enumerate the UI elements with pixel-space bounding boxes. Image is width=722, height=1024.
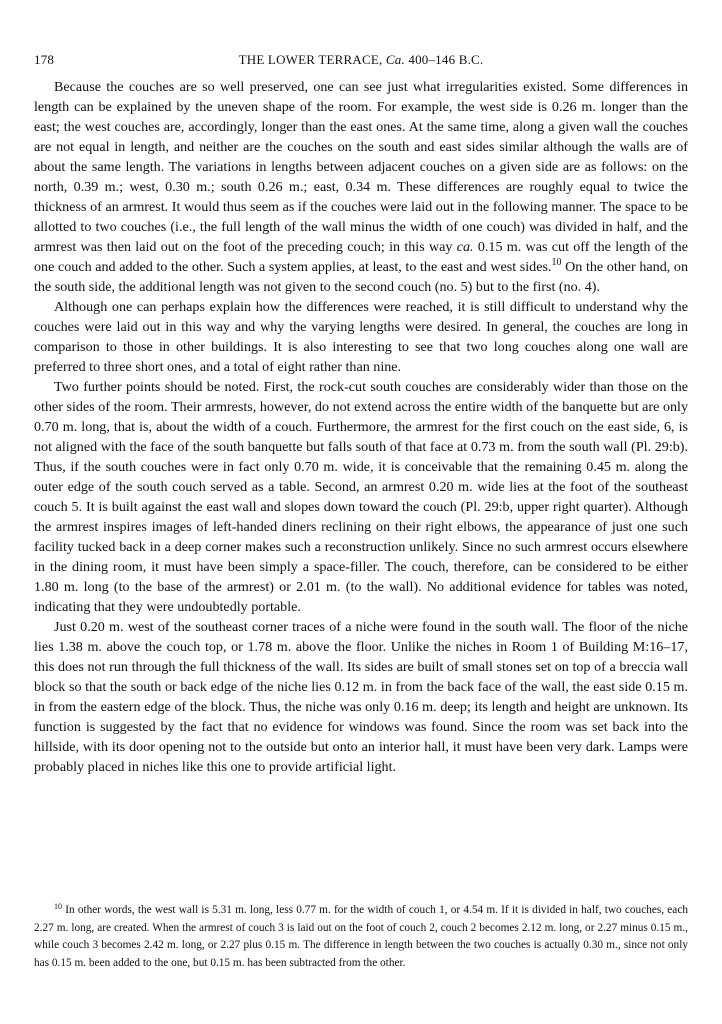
page-number: 178 — [34, 52, 55, 67]
paragraph: Just 0.20 m. west of the southeast corner traces of a niche were found in the south wall. The floor of the niche lies 1.38 m. above the couch top, or 1.78 m. above the floor. Unlike the niches in Room 1 of Building M:16–17, this does not run through the full thickness of the wall. Its sides are built of small stones set on top of a breccia wall block so that the south or back edge of the niche lies 0.12 m. in from the back face of the wall, the east side 0.15 m. in from the eastern edge of the block. Thus, the niche was only 0.16 m. deep; its length and height are unknown. Its function is suggested by the fact that no evidence for windows was found. Since the room was set back into the hillside, with its door opening not to the outside but onto an interior hall, it must have been very dark. Lamps were probably placed in niches like this one to provide artificial light. — [34, 619, 688, 775]
running-head — [34, 52, 688, 68]
footnote-text: In other words, the west wall is 5.31 m. long, less 0.77 m. for the width of couch 1, or 4.54 m. If it is divided in half, two couches, each 2.27 m. long, are created. When the armrest of couch 3 is laid out on the foot of couch 2, couch 2 becomes 2.12 m. long, or 2.27 minus 0.15 m., while couch 3 becomes 2.42 m. long, or 2.27 plus 0.15 m. The difference in length between the two couches is actually 0.30 m., since not only has 0.15 m. been added to the one, but 0.15 m. has been subtracted from the other. — [34, 904, 688, 969]
paragraph — [34, 77, 688, 297]
footnote-paragraph — [34, 902, 688, 972]
footnote — [34, 902, 688, 972]
paragraph: Although one can perhaps explain how the differences were reached, it is still difficult to understand why the couches were laid out in this way and why the varying lengths were desired. In general, the couches are long in comparison to those in other buildings. It is also interesting to see that two long couches along one wall are preferred to three short ones, and a total of eight rather than nine. — [34, 299, 688, 375]
paragraph-circa: ca. — [456, 239, 474, 255]
footnote-reference[interactable]: 10 — [551, 257, 562, 268]
page-header — [34, 52, 688, 72]
footnote-number: 10 — [54, 902, 62, 911]
running-head-circa: Ca. — [385, 52, 405, 67]
running-head-dates: 400–146 B.C. — [404, 52, 484, 67]
paragraph: Two further points should be noted. First, the rock-cut south couches are considerably wider than those on the other sides of the room. Their armrests, however, do not extend across the entire width of the banquette but are only 0.70 m. long, that is, about the width of a couch. Furthermore, the armrest for the first couch on the east side, 6, is not aligned with the face of the south banquette but falls south of that face at 0.73 m. from the south wall (Pl. 29:b). Thus, if the south couches were in fact only 0.70 m. wide, it is conceivable that the remaining 0.45 m. along the outer edge of the south couch served as a table. Second, an armrest 0.20 m. wide lies at the foot of the southeast couch 5. It is built against the east wall and slopes down toward the couch (Pl. 29:b, upper right quarter). Although the armrest inspires images of left-handed diners reclining on their right elbows, the appearance of just one such facility tucked back in a deep corner makes such a reconstruction unlikely. Since no such armrest occurs elsewhere in the dining room, it must have been simply a space-filler. The couch, therefore, can be considered to be either 1.80 m. long (to the base of the armrest) or 2.01 m. (to the wall). No additional evidence for tables was noted, indicating that they were undoubtedly portable. — [34, 379, 688, 615]
paragraph-text-continued: 0.15 m. was cut off the length of the one couch and added to the other. Such a system applies, at least, to the east and west sides. — [34, 239, 688, 275]
body-text — [34, 77, 688, 777]
paragraph-text-end: On the other hand, on the south side, the additional length was not given to the second couch (no. 5) but to the first (no. 4). — [34, 259, 688, 295]
running-head-title: THE LOWER TERRACE, — [238, 52, 386, 67]
paragraph-text: Because the couches are so well preserved, one can see just what irregularities existed. Some differences in length can be explained by the uneven shape of the room. For example, the west side is 0.26 m. longer than the east; the west couches are, accordingly, longer than the east ones. At the same time, along a given wall the couches are not equal in length, and neither are the couches on the south and east sides similar although the walls are of about the same length. The variations in lengths between adjacent couches on a given side are as follows: on the north, 0.39 m.; west, 0.30 m.; south 0.26 m.; east, 0.34 m. These differences are roughly equal to twice the thickness of an armrest. It would thus seem as if the couches were laid out in the following manner. The space to be allotted to two couches (i.e., the full length of the wall minus the width of one couch) was divided in half, and the armrest was then laid out on the foot of the preceding couch; in this way — [34, 79, 688, 255]
